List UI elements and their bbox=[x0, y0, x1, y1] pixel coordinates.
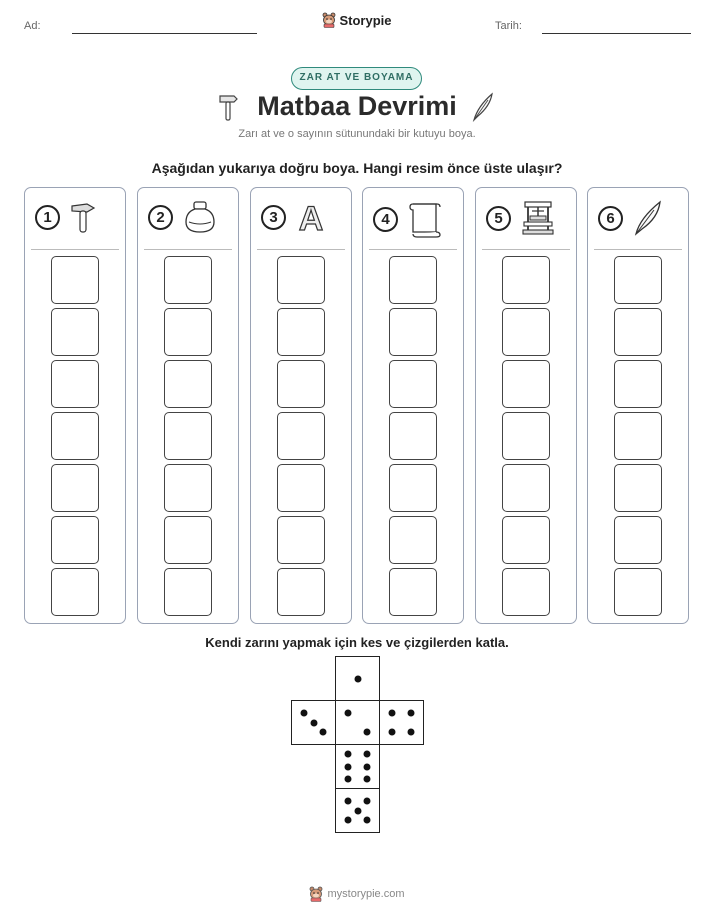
column-divider bbox=[144, 249, 232, 250]
dice-pip bbox=[407, 728, 414, 735]
dice-pip bbox=[319, 728, 326, 735]
printing-press-icon bbox=[521, 200, 555, 236]
column-divider bbox=[257, 249, 345, 250]
dice-pip bbox=[345, 763, 352, 770]
dice-face bbox=[335, 744, 380, 789]
page-title: Matbaa Devrimi bbox=[257, 91, 457, 121]
dice-pip bbox=[354, 807, 361, 814]
column-number: 3 bbox=[261, 205, 286, 230]
column-3 bbox=[250, 187, 352, 624]
ink-bottle-icon bbox=[183, 200, 217, 234]
color-box[interactable] bbox=[277, 256, 325, 304]
dice-pip bbox=[407, 710, 414, 717]
color-box[interactable] bbox=[614, 308, 662, 356]
column-number: 2 bbox=[148, 205, 173, 230]
color-box[interactable] bbox=[164, 516, 212, 564]
color-box[interactable] bbox=[164, 256, 212, 304]
color-box[interactable] bbox=[614, 516, 662, 564]
color-box[interactable] bbox=[502, 308, 550, 356]
quill-feather-icon bbox=[633, 200, 663, 236]
color-box[interactable] bbox=[164, 308, 212, 356]
color-box[interactable] bbox=[502, 256, 550, 304]
color-box[interactable] bbox=[502, 568, 550, 616]
color-box[interactable] bbox=[277, 516, 325, 564]
column-divider bbox=[31, 249, 119, 250]
dice-instruction: Kendi zarını yapmak için kes ve çizgilerden katla. bbox=[205, 635, 509, 650]
svg-text:A: A bbox=[298, 200, 324, 234]
dice-pip bbox=[363, 751, 370, 758]
dice-face bbox=[379, 700, 424, 745]
name-line bbox=[72, 33, 257, 34]
color-box[interactable] bbox=[277, 412, 325, 460]
color-box[interactable] bbox=[389, 308, 437, 356]
column-number: 6 bbox=[598, 206, 623, 231]
color-box[interactable] bbox=[164, 568, 212, 616]
dice-pip bbox=[363, 763, 370, 770]
color-box[interactable] bbox=[164, 464, 212, 512]
date-line bbox=[542, 33, 691, 34]
color-box[interactable] bbox=[389, 568, 437, 616]
color-box[interactable] bbox=[51, 412, 99, 460]
color-box[interactable] bbox=[164, 360, 212, 408]
instruction: Aşağıdan yukarıya doğru boya. Hangi resim önce üste ulaşır? bbox=[151, 160, 563, 176]
dice-face bbox=[335, 656, 380, 701]
storypie-mascot-icon bbox=[322, 12, 336, 28]
dice-pip bbox=[389, 710, 396, 717]
color-box[interactable] bbox=[51, 464, 99, 512]
dice-face bbox=[291, 700, 336, 745]
color-box[interactable] bbox=[502, 360, 550, 408]
color-box[interactable] bbox=[277, 568, 325, 616]
color-box[interactable] bbox=[614, 256, 662, 304]
dice-pip bbox=[345, 775, 352, 782]
subtitle: Zarı at ve o sayının sütunundaki bir kutuyu boya. bbox=[238, 128, 476, 140]
color-box[interactable] bbox=[277, 308, 325, 356]
color-box[interactable] bbox=[614, 568, 662, 616]
dice-face bbox=[335, 788, 380, 833]
color-box[interactable] bbox=[389, 256, 437, 304]
color-box[interactable] bbox=[51, 568, 99, 616]
activity-badge: ZAR AT VE BOYAMA bbox=[291, 67, 422, 90]
column-number: 1 bbox=[35, 205, 60, 230]
color-box[interactable] bbox=[389, 464, 437, 512]
color-box[interactable] bbox=[277, 360, 325, 408]
color-box[interactable] bbox=[502, 412, 550, 460]
color-box[interactable] bbox=[164, 412, 212, 460]
quill-feather-icon bbox=[470, 92, 496, 122]
dice-pip bbox=[345, 816, 352, 823]
dice-pip bbox=[354, 675, 361, 682]
color-box[interactable] bbox=[389, 412, 437, 460]
dice-pip bbox=[389, 728, 396, 735]
color-box[interactable] bbox=[51, 308, 99, 356]
color-box[interactable] bbox=[51, 360, 99, 408]
dice-pip bbox=[363, 816, 370, 823]
color-box[interactable] bbox=[614, 412, 662, 460]
hammer-icon bbox=[70, 200, 96, 234]
column-number: 4 bbox=[373, 207, 398, 232]
scroll-icon bbox=[408, 200, 442, 238]
name-label: Ad: bbox=[24, 20, 41, 32]
column-4 bbox=[362, 187, 464, 624]
dice-pip bbox=[345, 751, 352, 758]
column-divider bbox=[594, 249, 682, 250]
brand-logo bbox=[0, 12, 714, 33]
color-box[interactable] bbox=[51, 516, 99, 564]
color-box[interactable] bbox=[614, 360, 662, 408]
column-2 bbox=[137, 187, 239, 624]
column-5 bbox=[475, 187, 577, 624]
color-box[interactable] bbox=[389, 516, 437, 564]
column-number: 5 bbox=[486, 206, 511, 231]
column-divider bbox=[482, 249, 570, 250]
date-label: Tarih: bbox=[495, 20, 522, 32]
brand-name: Storypie bbox=[339, 12, 392, 28]
dice-pip bbox=[363, 798, 370, 805]
letter-a-icon bbox=[296, 200, 326, 234]
color-box[interactable] bbox=[502, 464, 550, 512]
dice-pip bbox=[363, 775, 370, 782]
column-divider bbox=[369, 249, 457, 250]
storypie-mascot-icon bbox=[309, 886, 323, 902]
color-box[interactable] bbox=[502, 516, 550, 564]
footer bbox=[0, 886, 714, 907]
color-box[interactable] bbox=[277, 464, 325, 512]
column-1 bbox=[24, 187, 126, 624]
dice-pip bbox=[363, 728, 370, 735]
dice-pip bbox=[310, 719, 317, 726]
dice-pip bbox=[345, 798, 352, 805]
dice-pip bbox=[345, 710, 352, 717]
color-box[interactable] bbox=[389, 360, 437, 408]
color-box[interactable] bbox=[614, 464, 662, 512]
color-box[interactable] bbox=[51, 256, 99, 304]
footer-url: mystorypie.com bbox=[327, 888, 405, 900]
dice-face bbox=[335, 700, 380, 745]
column-6 bbox=[587, 187, 689, 624]
dice-pip bbox=[301, 710, 308, 717]
